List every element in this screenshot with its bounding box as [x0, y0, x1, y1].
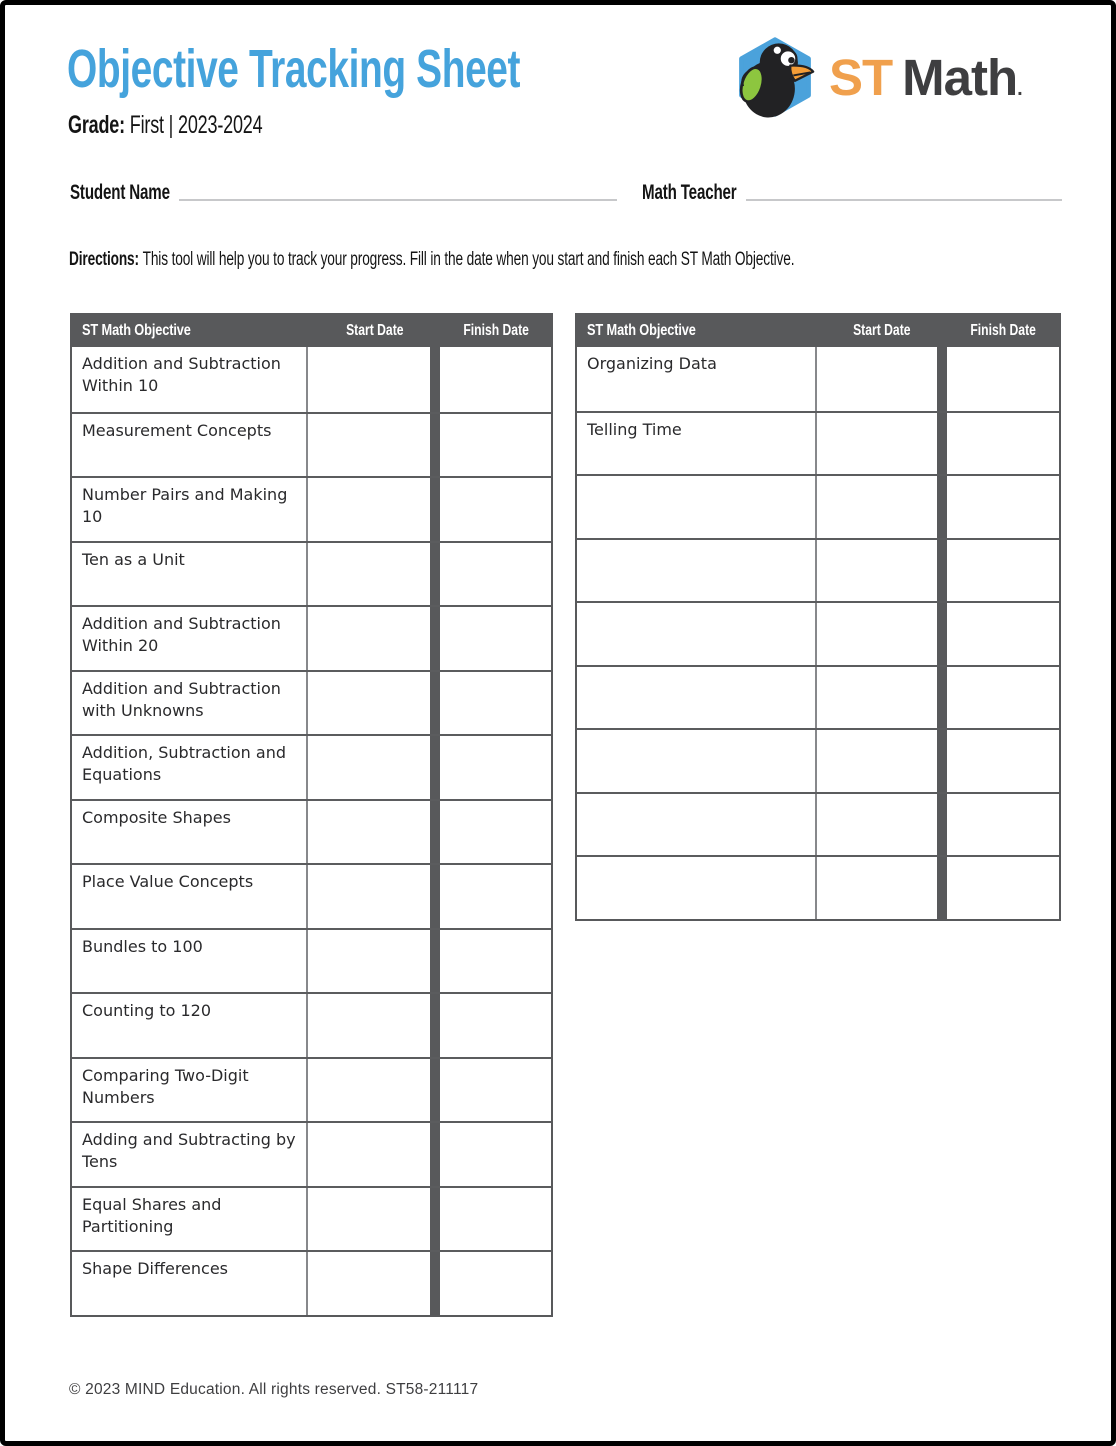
start-date-cell — [308, 1123, 430, 1186]
table-row — [72, 670, 551, 735]
objective-cell: Place Value Concepts — [72, 865, 308, 928]
grade-value: First | 2023-2024 — [129, 111, 263, 139]
finish-date-cell — [430, 543, 551, 606]
st-math-logo — [733, 37, 1022, 117]
objective-column-header: ST Math Objective — [82, 322, 191, 339]
start-date-cell — [308, 865, 430, 928]
start-date-cell — [308, 994, 430, 1057]
objective-cell — [577, 476, 817, 538]
table-row — [577, 347, 1059, 411]
table-row — [72, 1186, 551, 1251]
finish-date-cell — [430, 1059, 551, 1122]
finish-date-cell — [937, 347, 1059, 411]
finish-date-cell — [937, 540, 1059, 602]
objective-cell: Bundles to 100 — [72, 930, 308, 993]
table-row — [577, 601, 1059, 665]
objective-cell: Addition and Subtraction Within 20 — [72, 607, 308, 670]
table-row — [72, 1121, 551, 1186]
copyright-footer: © 2023 MIND Education. All rights reserved. ST58-211117 — [69, 1381, 479, 1398]
start-date-cell — [817, 730, 937, 792]
start-date-cell — [308, 736, 430, 799]
start-date-cell — [308, 1188, 430, 1251]
objective-cell — [577, 540, 817, 602]
finish-date-column-header: Finish Date — [463, 322, 530, 339]
table-row — [72, 1250, 551, 1315]
start-date-cell — [817, 413, 937, 475]
objectives-table-left — [70, 313, 553, 1317]
start-date-cell — [308, 607, 430, 670]
start-date-cell — [308, 801, 430, 864]
objective-column-header: ST Math Objective — [587, 322, 696, 339]
finish-date-cell — [937, 857, 1059, 919]
logo-st-text: ST — [829, 48, 893, 106]
directions-text — [69, 249, 1076, 271]
objective-cell: Number Pairs and Making 10 — [72, 478, 308, 541]
start-date-cell — [308, 930, 430, 993]
start-date-cell — [817, 667, 937, 729]
table-header — [72, 315, 551, 347]
finish-date-cell — [430, 1252, 551, 1315]
finish-date-cell — [937, 730, 1059, 792]
finish-date-cell — [430, 994, 551, 1057]
table-row — [72, 992, 551, 1057]
start-date-cell — [817, 347, 937, 411]
table-row — [577, 792, 1059, 856]
objective-cell: Addition and Subtraction with Unknowns — [72, 672, 308, 735]
start-date-cell — [308, 1059, 430, 1122]
table-row — [72, 734, 551, 799]
finish-date-cell — [430, 1123, 551, 1186]
table-row — [577, 665, 1059, 729]
math-teacher-blank-line — [746, 179, 1062, 201]
grade-label: Grade: — [68, 111, 125, 139]
table-row — [577, 855, 1059, 919]
finish-date-cell — [430, 607, 551, 670]
table-row — [577, 411, 1059, 475]
objective-cell — [577, 857, 817, 919]
page-title: Objective Tracking Sheet — [67, 39, 521, 99]
finish-date-cell — [430, 1188, 551, 1251]
start-date-cell — [817, 603, 937, 665]
start-date-cell — [308, 414, 430, 477]
objective-cell: Comparing Two-Digit Numbers — [72, 1059, 308, 1122]
table-row — [72, 605, 551, 670]
objective-cell: Equal Shares and Partitioning — [72, 1188, 308, 1251]
objective-cell: Adding and Subtracting by Tens — [72, 1123, 308, 1186]
objective-cell: Addition and Subtraction Within 10 — [72, 347, 308, 412]
finish-date-cell — [937, 794, 1059, 856]
logo-dot: . — [1017, 77, 1022, 100]
objective-cell: Composite Shapes — [72, 801, 308, 864]
objectives-table-right — [575, 313, 1061, 921]
start-date-column-header: Start Date — [853, 322, 911, 339]
math-teacher-label: Math Teacher — [642, 181, 737, 204]
table-row — [577, 538, 1059, 602]
table-row — [72, 863, 551, 928]
objective-cell: Shape Differences — [72, 1252, 308, 1315]
start-date-cell — [817, 476, 937, 538]
finish-date-cell — [937, 413, 1059, 475]
objective-cell — [577, 794, 817, 856]
start-date-cell — [308, 347, 430, 412]
start-date-cell — [308, 1252, 430, 1315]
objective-cell: Organizing Data — [577, 347, 817, 411]
objective-cell: Counting to 120 — [72, 994, 308, 1057]
finish-date-cell — [430, 478, 551, 541]
table-row — [72, 1057, 551, 1122]
table-row — [72, 347, 551, 412]
objective-cell: Measurement Concepts — [72, 414, 308, 477]
finish-date-cell — [430, 930, 551, 993]
objective-cell: Telling Time — [577, 413, 817, 475]
finish-date-cell — [430, 347, 551, 412]
table-row — [72, 928, 551, 993]
start-date-cell — [308, 672, 430, 735]
grade-line — [68, 111, 338, 140]
finish-date-cell — [937, 603, 1059, 665]
start-date-cell — [817, 857, 937, 919]
logo-math-text: Math — [902, 48, 1018, 106]
start-date-cell — [308, 543, 430, 606]
finish-date-cell — [430, 672, 551, 735]
table-row — [72, 476, 551, 541]
table-row — [72, 541, 551, 606]
finish-date-cell — [937, 476, 1059, 538]
finish-date-cell — [430, 801, 551, 864]
jiji-penguin-logo-icon — [733, 37, 817, 117]
objective-cell: Addition, Subtraction and Equations — [72, 736, 308, 799]
objective-cell: Ten as a Unit — [72, 543, 308, 606]
directions-label: Directions: — [69, 249, 139, 270]
finish-date-column-header: Finish Date — [970, 322, 1036, 339]
table-row — [577, 474, 1059, 538]
finish-date-cell — [937, 667, 1059, 729]
table-header — [577, 315, 1059, 347]
objective-cell — [577, 603, 817, 665]
student-name-label: Student Name — [70, 181, 170, 204]
table-row — [72, 412, 551, 477]
logo-wordmark — [829, 48, 1022, 107]
start-date-cell — [308, 478, 430, 541]
start-date-cell — [817, 540, 937, 602]
finish-date-cell — [430, 414, 551, 477]
student-name-blank-line — [179, 179, 617, 201]
table-row — [577, 728, 1059, 792]
start-date-column-header: Start Date — [346, 322, 404, 339]
start-date-cell — [817, 794, 937, 856]
objective-cell — [577, 667, 817, 729]
table-row — [72, 799, 551, 864]
finish-date-cell — [430, 736, 551, 799]
directions-body: This tool will help you to track your progress. Fill in the date when you start and finish each ST Math Objective. — [142, 249, 795, 270]
objective-cell — [577, 730, 817, 792]
finish-date-cell — [430, 865, 551, 928]
